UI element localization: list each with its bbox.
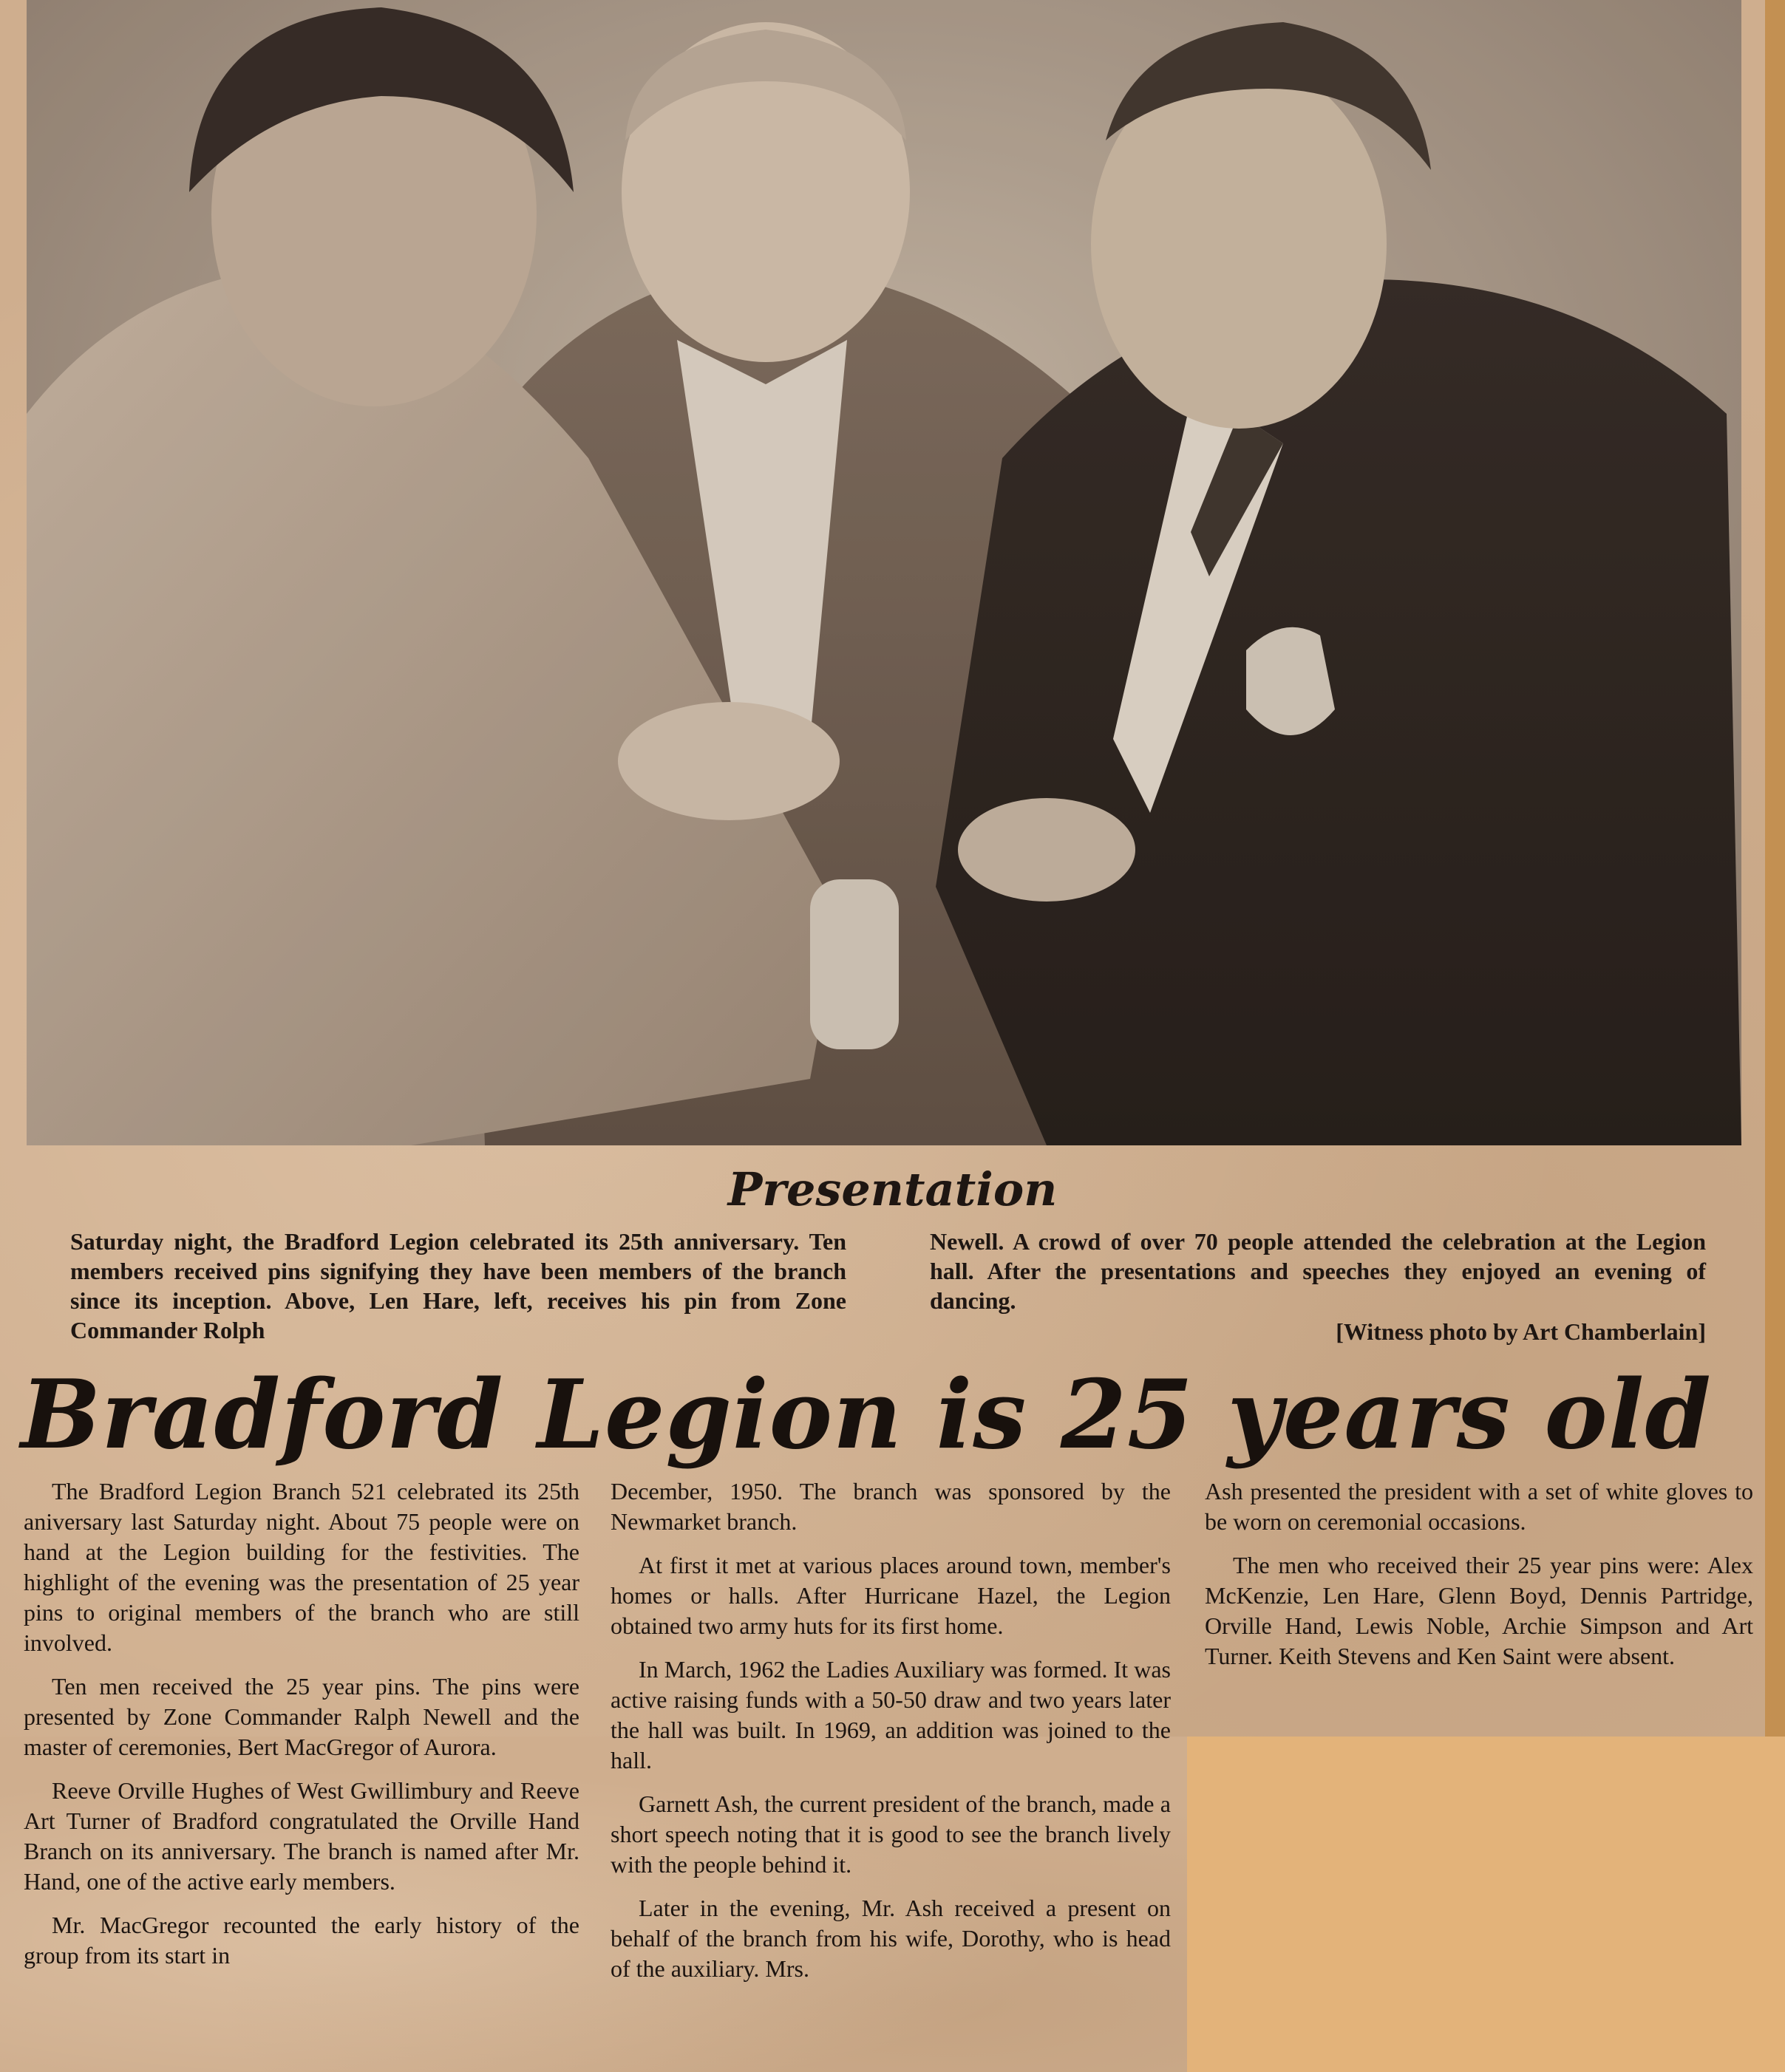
paragraph: Ten men received the 25 year pins. The pins were presented by Zone Commander Ralph Newell and the master of ceremonies, Bert MacGregor of Aurora. [24,1673,579,1760]
article-column-1 [24,1476,579,2072]
paragraph: Reeve Orville Hughes of West Gwillimbury and Reeve Art Turner of Bradford congratulated the Orville Hand Branch on its anniversary. The branch is named after Mr. Hand, one of the active early members. [24,1777,579,1895]
paper-backing [1187,1737,1785,2072]
paragraph: The men who received their 25 year pins were: Alex McKenzie, Len Hare, Glenn Boyd, Dennis Partridge, Orville Hand, Lewis Noble, Archie Simpson and Art Turner. Keith Stevens and Ken Saint were absent. [1205,1552,1753,1669]
article-headline: Bradford Legion is 25 years old [21,1360,1712,1470]
paragraph: In March, 1962 the Ladies Auxiliary was formed. It was active raising funds with a 50-50 draw and two years later the hall was built. In 1969, an addition was joined to the hall. [611,1656,1171,1773]
paragraph: December, 1950. The branch was sponsored by the Newmarket branch. [611,1478,1171,1535]
photo-credit: [Witness photo by Art Chamberlain] [1336,1318,1706,1345]
paragraph: The Bradford Legion Branch 521 celebrated its 25th aniversary last Saturday night. About 75 people were on hand at the Legion building for the festivities. The highlight of the evening was the presentation of 25 year pins to original members of the branch who are still involved. [24,1478,579,1656]
photo-caption-left: Saturday night, the Bradford Legion celebrated its 25th anniversary. Ten members received pins signifying they have been members of the branch since its inception. Above, Len Hare, left, receives his pin from Zone Commander Rolph [70,1228,846,1343]
paragraph: Ash presented the president with a set of white gloves to be worn on ceremonial occasions. [1205,1478,1753,1535]
paragraph: Mr. MacGregor recounted the early history of the group from its start in [24,1912,579,1969]
photo-illustration [27,0,1741,1145]
paragraph: Garnett Ash, the current president of the branch, made a short speech noting that it is good to see the branch lively with the people behind it. [611,1790,1171,1878]
photo-caption-title: Presentation [727,1162,1058,1216]
news-photo [27,0,1741,1145]
article-column-2 [611,1476,1171,2072]
article-column-3 [1205,1476,1753,1720]
paragraph: At first it met at various places around town, member's homes or halls. After Hurricane Hazel, the Legion obtained two army huts for its first home. [611,1552,1171,1639]
paragraph: Later in the evening, Mr. Ash received a present on behalf of the branch from his wife, Dorothy, who is head of the auxiliary. Mrs. [611,1895,1171,1982]
photo-caption-right: Newell. A crowd of over 70 people attended the celebration at the Legion hall. After the presentations and speeches they enjoyed an evening of dancing. [930,1228,1706,1314]
